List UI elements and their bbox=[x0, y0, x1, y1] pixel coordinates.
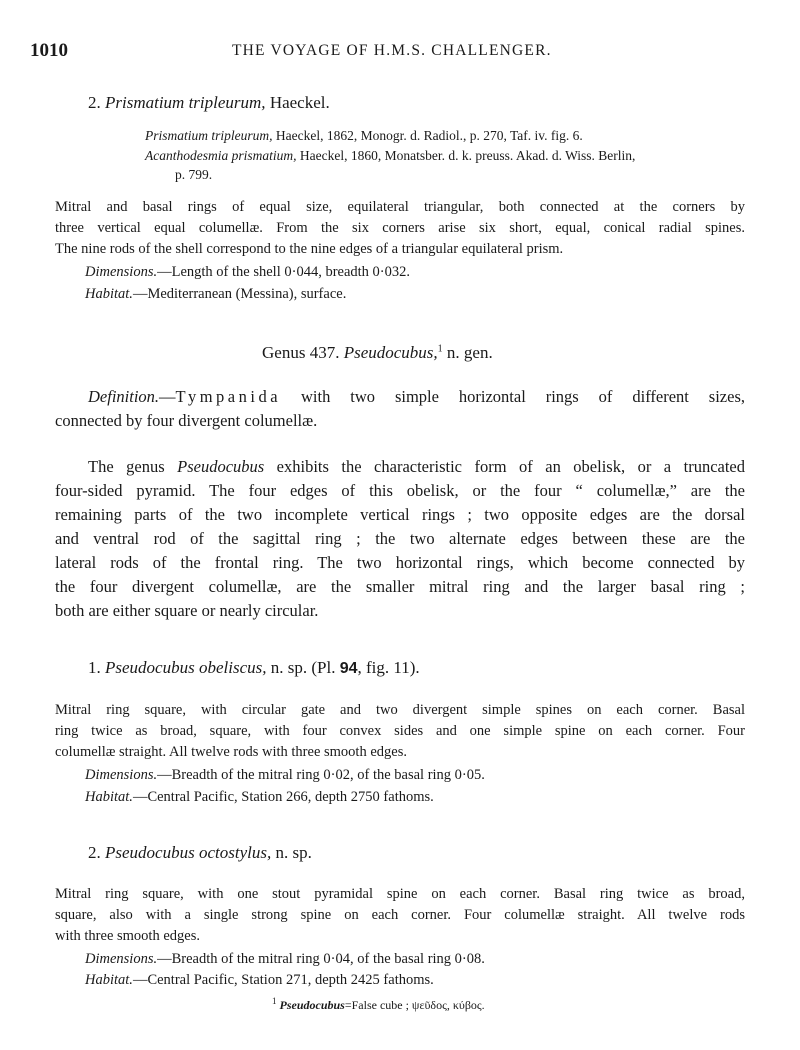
footnote-ref: 1 bbox=[437, 343, 443, 355]
species-heading-prismatium bbox=[88, 93, 330, 113]
footnote-text: =False cube ; ψεῦδος, κύβος. bbox=[344, 998, 485, 1012]
dimensions-label: Dimensions. bbox=[85, 951, 158, 967]
paragraph-line: remaining parts of the two incomplete vertical rings ; two opposite edges are the dorsal bbox=[55, 505, 745, 524]
species-author: Haeckel. bbox=[269, 93, 330, 112]
synonym-2 bbox=[145, 148, 635, 164]
genus-name: Pseudocubus, bbox=[343, 343, 438, 362]
paragraph-text: exhibits the characteristic form of an obelisk, or a truncated bbox=[264, 457, 745, 476]
synonym-text: Haeckel, 1862, Monogr. d. Radiol., p. 270, Taf. iv. fig. 6. bbox=[275, 128, 583, 143]
genus-suffix: n. gen. bbox=[442, 343, 493, 362]
habitat-text: —Central Pacific, Station 266, depth 2750 fathoms. bbox=[132, 789, 434, 805]
paragraph-line: the four divergent columellæ, are the smaller mitral ring and the larger basal ring ; bbox=[55, 577, 745, 596]
footnote bbox=[272, 996, 485, 1013]
paragraph-line: four-sided pyramid. The four edges of this obelisk, or the four “ columellæ,” are the bbox=[55, 481, 745, 500]
habitat-text: —Central Pacific, Station 271, depth 2425 fathoms. bbox=[132, 972, 434, 988]
species-name: Pseudocubus obeliscus, bbox=[105, 658, 267, 677]
page-number: 1010 bbox=[30, 40, 68, 61]
species-name: Prismatium tripleurum, bbox=[105, 93, 266, 112]
dimensions-label: Dimensions. bbox=[85, 264, 158, 280]
habitat bbox=[85, 787, 434, 808]
paragraph-line: lateral rods of the frontal ring. The two horizontal rings, which become connected by bbox=[55, 553, 745, 572]
description-line: ring twice as broad, square, with four convex sides and one simple spine on each corner. Four bbox=[55, 723, 745, 739]
paragraph-line bbox=[88, 455, 745, 479]
definition-label: Definition. bbox=[88, 387, 160, 406]
species-author: n. sp. bbox=[271, 843, 312, 862]
dimensions bbox=[85, 765, 485, 786]
genus-number: Genus 437. bbox=[262, 343, 340, 362]
running-title: THE VOYAGE OF H.M.S. CHALLENGER. bbox=[232, 42, 552, 59]
description-line: Mitral ring square, with circular gate and two divergent simple spines on each corner. Basal bbox=[55, 702, 745, 718]
description-line: with three smooth edges. bbox=[55, 928, 200, 944]
species-text: , fig. 11). bbox=[357, 658, 420, 677]
habitat bbox=[85, 970, 434, 991]
habitat bbox=[85, 284, 346, 305]
synonym-2-continued: p. 799. bbox=[175, 167, 213, 182]
description-line: The nine rods of the shell correspond to the nine edges of a triangular equilateral prism. bbox=[55, 241, 564, 257]
plate-number: 94 bbox=[339, 660, 358, 677]
species-number: 1. bbox=[88, 658, 101, 677]
species-number: 2. bbox=[88, 843, 101, 862]
synonym-text: Haeckel, 1860, Monatsber. d. k. preuss. Akad. d. Wiss. Berlin, bbox=[299, 148, 636, 163]
definition-line-1 bbox=[88, 385, 745, 409]
habitat-label: Habitat. bbox=[85, 972, 133, 988]
definition-line-2: connected by four divergent columellæ. bbox=[55, 411, 318, 430]
description-line: Mitral and basal rings of equal size, equilateral triangular, both connected at the corners by bbox=[55, 199, 745, 215]
definition-text: with two simple horizontal rings of different sizes, bbox=[281, 387, 745, 406]
description-line: Mitral ring square, with one stout pyramidal spine on each corner. Basal ring twice as broad, bbox=[55, 886, 745, 902]
species-name: Pseudocubus octostylus, bbox=[105, 843, 272, 862]
definition-dash: — bbox=[159, 387, 176, 406]
habitat-text: —Mediterranean (Messina), surface. bbox=[132, 286, 347, 302]
paragraph-text: The genus bbox=[88, 457, 178, 476]
species-heading-obeliscus bbox=[88, 658, 420, 678]
description-line: square, also with a single strong spine on each corner. Four columellæ straight. All twelve rods bbox=[55, 907, 745, 923]
dimensions-text: —Breadth of the mitral ring 0·02, of the basal ring 0·05. bbox=[157, 767, 485, 783]
dimensions bbox=[85, 949, 485, 970]
dimensions bbox=[85, 262, 410, 283]
description-line: columellæ straight. All twelve rods with three smooth edges. bbox=[55, 744, 407, 760]
habitat-label: Habitat. bbox=[85, 286, 133, 302]
footnote-term: Pseudocubus bbox=[279, 998, 345, 1012]
species-text: n. sp. (Pl. bbox=[266, 658, 340, 677]
species-number: 2. bbox=[88, 93, 101, 112]
synonym-name: Prismatium tripleurum, bbox=[145, 128, 273, 143]
dimensions-label: Dimensions. bbox=[85, 767, 158, 783]
dimensions-text: —Length of the shell 0·044, breadth 0·032. bbox=[157, 264, 410, 280]
species-heading-octostylus bbox=[88, 843, 312, 863]
genus-heading bbox=[262, 343, 493, 363]
dimensions-text: —Breadth of the mitral ring 0·04, of the basal ring 0·08. bbox=[157, 951, 485, 967]
synonym-1 bbox=[145, 128, 583, 144]
synonym-name: Acanthodesmia prismatium, bbox=[145, 148, 297, 163]
genus-name-inline: Pseudocubus bbox=[177, 457, 265, 476]
definition-taxon: Tympanida bbox=[175, 387, 282, 406]
habitat-label: Habitat. bbox=[85, 789, 133, 805]
paragraph-line: and ventral rod of the sagittal ring ; the two alternate edges between these are the bbox=[55, 529, 745, 548]
paragraph-line: both are either square or nearly circular. bbox=[55, 601, 319, 620]
description-line: three vertical equal columellæ. From the six corners arise six short, equal, conical radial spines. bbox=[55, 220, 745, 236]
footnote-marker: 1 bbox=[272, 996, 277, 1006]
